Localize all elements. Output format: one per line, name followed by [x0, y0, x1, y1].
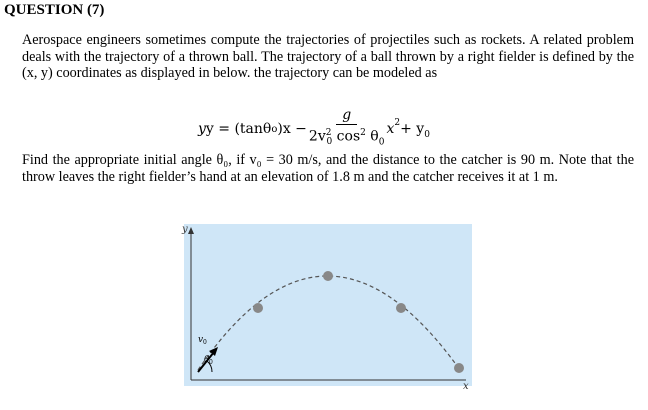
eq-numerator: g: [336, 107, 357, 125]
angle-label: θ: [204, 355, 210, 365]
angle-sub: 0: [209, 359, 213, 366]
eq-x-minus: )x −: [277, 121, 307, 137]
ball-3: [396, 303, 406, 313]
problem-paragraph: Aerospace engineers sometimes compute the trajectories of projectiles such as rockets. A related problem deals with the trajectory of a thrown ball. The trajectory of a ball thrown by a right fielder is defined by the (x, y) coordinates as displayed in below. the trajectory can be modeled as: [22, 32, 634, 82]
velocity-label: v: [198, 335, 204, 345]
eq-tail-sup: 2: [394, 118, 401, 128]
y-axis-label: y: [182, 224, 188, 235]
eq-lhs: y: [198, 121, 206, 137]
eq-fraction: [309, 107, 385, 151]
eq-tail-x: x: [386, 121, 395, 137]
ball-4: [454, 363, 464, 373]
velocity-sub: 0: [203, 339, 207, 346]
trajectory-figure: [176, 222, 476, 392]
figure-background: [184, 224, 472, 386]
eq-den-sub: 0: [326, 137, 333, 148]
trajectory-equation: [198, 106, 430, 148]
ball-2: [323, 271, 333, 281]
eq-tail-sub: 0: [424, 130, 430, 140]
eq-lhs-text: y = (tanθ: [205, 121, 272, 137]
eq-den-cos: cos: [332, 128, 361, 145]
eq-den-2v: 2v: [308, 128, 326, 145]
eq-den-sub2: 0: [378, 137, 385, 148]
eq-den-sup2: 2: [360, 127, 366, 138]
eq-denominator: [309, 125, 385, 151]
x-axis-label: x: [463, 381, 469, 392]
eq-den-theta: θ: [365, 128, 379, 145]
eq-den-sup: 2: [325, 127, 332, 138]
ball-1: [253, 303, 263, 313]
task-paragraph: Find the appropriate initial angle θ₀, if v₀ = 30 m/s, and the distance to the catcher is 90 m. Note that the throw leaves the right fielder’s hand at an elevation of 1.8 m and the catcher receives it at 1 m.: [22, 152, 634, 185]
eq-theta-sub: o: [271, 123, 278, 135]
question-heading: QUESTION (7): [4, 2, 105, 18]
eq-tail-y: + y: [400, 121, 425, 137]
